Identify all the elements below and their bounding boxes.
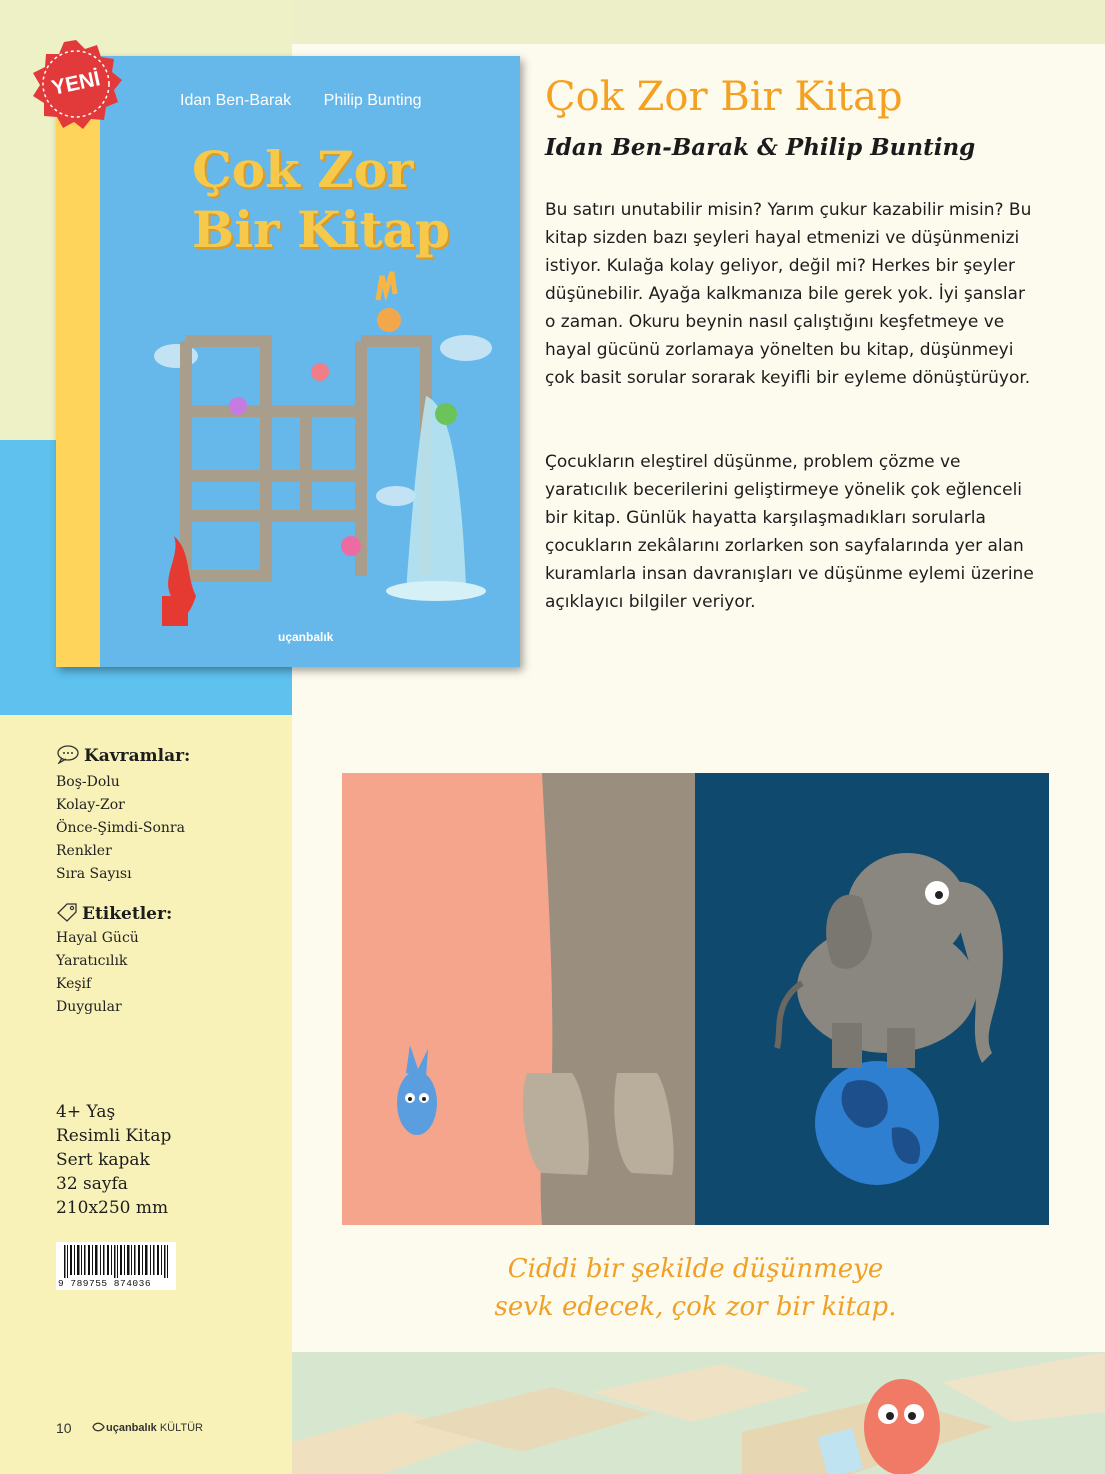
description-paragraph-1: Bu satırı unutabilir misin? Yarım çukur kazabilir misin? Bu kitap sizden bazı şeyleri hayal etmenizi ve düşünmenizi istiyor. Kulağa kolay geliyor, değil mi? Herkes bir şeyler düşünebilir. Ayağa kalkmanıza bile gerek yok. İyi şanslar o zaman. Okuru beynin nasıl çalıştığını keşfetmeye ve hayal gücünü zorlamaya yönelten bu kitap, düşünmeyi çok basit sorular sorarak keyifli bir eyleme dönüştürüyor. <box>545 200 1032 388</box>
footer-section: KÜLTÜR <box>159 1422 204 1434</box>
spec-age: 4+ Yaş <box>56 1102 116 1122</box>
isbn-number: 9 789755 874036 <box>58 1278 152 1289</box>
concepts-list <box>56 771 185 886</box>
book-title: Çok Zor Bir Kitap <box>545 74 903 120</box>
cover-illustration <box>56 56 520 667</box>
footer-brand-name: uçanbalık <box>106 1422 157 1434</box>
stairs-illustration <box>292 1352 1105 1474</box>
speech-bubble-icon <box>56 744 80 764</box>
interior-page-illustration <box>342 773 1049 1225</box>
concept-item: Kolay-Zor <box>56 797 125 813</box>
concept-item: Önce-Şimdi-Sonra <box>56 820 185 836</box>
tags-heading-label: Etiketler: <box>82 904 173 924</box>
spec-size: 210x250 mm <box>56 1198 169 1218</box>
page-number: 10 <box>56 1420 72 1436</box>
badge-label: YENİ <box>49 67 103 100</box>
tags-heading <box>56 902 172 924</box>
tag-item: Hayal Gücü <box>56 930 139 946</box>
fish-logo-icon <box>92 1421 106 1433</box>
spec-pages: 32 sayfa <box>56 1174 128 1194</box>
tag-item: Duygular <box>56 999 122 1015</box>
cover-publisher-logo: uçanbalık <box>278 630 334 644</box>
tag-item: Yaratıcılık <box>56 953 128 969</box>
barcode <box>56 1242 176 1290</box>
description-paragraph-2: Çocukların eleştirel düşünme, problem çözme ve yaratıcılık becerilerini geliştirmeye yönelik çok eğlenceli bir kitap. Günlük hayatta karşılaşmadıkları sorularla çocukların zekâlarını zorlarken son sayfalarında yer alan kuramlarla insan davranışları ve düşünme eylemi üzerine açıklayıcı bilgiler veriyor. <box>545 452 1034 612</box>
elephant-on-globe-illustration <box>342 773 1049 1225</box>
cover-author-2: Philip Bunting <box>323 92 422 109</box>
spec-type: Resimli Kitap <box>56 1126 172 1146</box>
tag-item: Keşif <box>56 976 92 992</box>
pull-quote-line-1: Ciddi bir şekilde düşünmeye <box>507 1254 884 1284</box>
book-cover-image <box>56 56 520 667</box>
concepts-heading <box>56 744 190 766</box>
book-authors: Idan Ben-Barak & Philip Bunting <box>545 134 976 161</box>
barcode-lines <box>56 1242 176 1278</box>
tags-list <box>56 927 139 1019</box>
concept-item: Sıra Sayısı <box>56 866 132 882</box>
pull-quote <box>342 1250 1049 1326</box>
new-badge <box>30 38 122 130</box>
book-specs <box>56 1100 171 1220</box>
spec-cover: Sert kapak <box>56 1150 150 1170</box>
cover-title-line-2: Bir Kitap <box>192 200 450 259</box>
concept-item: Boş-Dolu <box>56 774 120 790</box>
concepts-heading-label: Kavramlar: <box>84 746 191 766</box>
pull-quote-line-2: sevk edecek, çok zor bir kitap. <box>494 1292 897 1322</box>
tag-icon <box>56 902 78 922</box>
bottom-illustration-strip <box>292 1352 1105 1474</box>
footer-brand <box>92 1421 203 1434</box>
cover-title-line-1: Çok Zor <box>192 140 414 199</box>
concept-item: Renkler <box>56 843 112 859</box>
cover-author-1: Idan Ben-Barak <box>180 92 292 109</box>
